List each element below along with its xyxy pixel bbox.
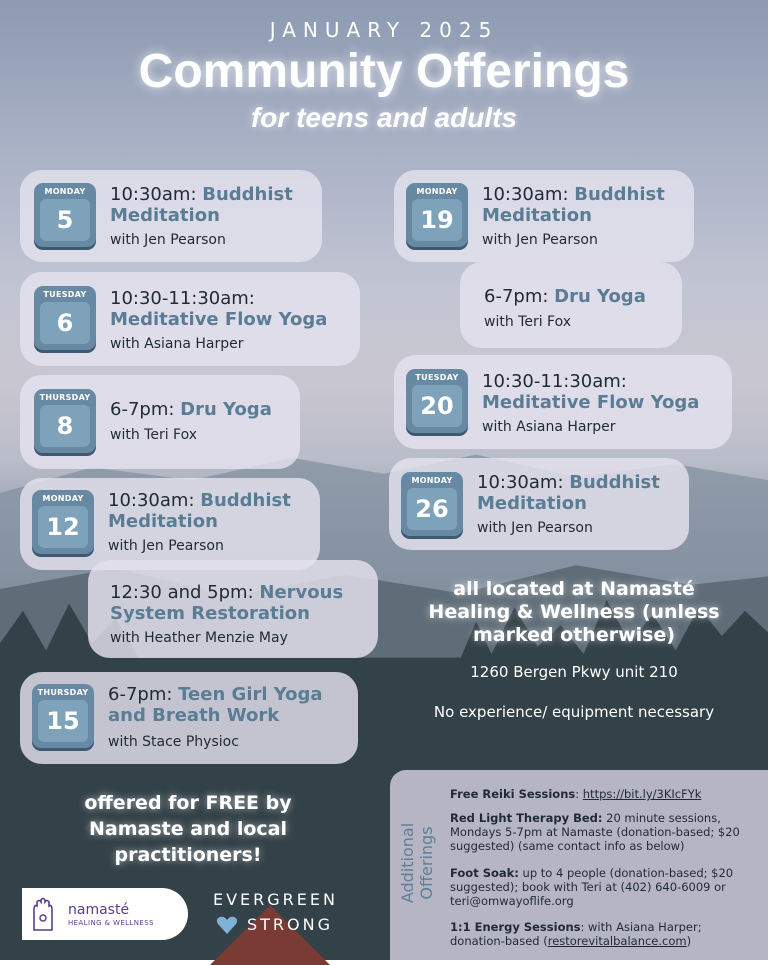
event-day-number: 8 [40,405,90,447]
event-time-text: 6-7pm: [108,684,179,705]
event-instructor: with Asiana Harper [110,336,244,352]
event-time-text: 6-7pm: [110,399,181,420]
event-day-name: MONDAY [42,494,84,503]
event-title: Buddhist Meditation [108,490,291,532]
event-instructor: with Stace Physioc [108,734,239,750]
offer-energy-text: : with Asiana Harper; donation-based ( [450,920,702,948]
event-title: Meditative Flow Yoga [482,392,700,413]
event-time-text: 10:30am: [108,490,201,511]
event-day-number: 6 [40,302,90,344]
event-time [110,184,315,226]
event-title: Meditative Flow Yoga [110,309,328,330]
offer-reiki-sep: : [575,787,583,801]
event-title: Dru Yoga [180,399,272,420]
no-experience-note: No experience/ equipment necessary [433,703,715,721]
event-instructor: with Jen Pearson [108,538,224,554]
strong-text: STRONG [247,915,334,934]
page-subtitle: for teens and adults [250,102,518,133]
event-time [482,371,722,413]
event-title: Buddhist Meditation [110,184,293,226]
event-card-jan15 [20,672,358,764]
calendar-icon [34,286,96,350]
event-day-name: THURSDAY [39,393,91,402]
event-time [484,286,679,307]
event-day-number: 5 [40,199,90,241]
event-time-text: 12:30 and 5pm: [110,582,260,603]
event-day-name: MONDAY [416,187,458,196]
event-time [110,399,295,420]
calendar-icon [406,369,468,433]
page-title: Community Offerings [138,45,630,98]
event-instructor: with Jen Pearson [110,232,226,248]
event-day-name: MONDAY [44,187,86,196]
event-time [108,490,313,532]
evergreen-text: EVERGREEN [213,890,338,909]
event-instructor: with Asiana Harper [482,419,616,435]
event-day-name: MONDAY [411,476,453,485]
energy-link[interactable]: restorevitalbalance.com [547,934,687,948]
event-card-jan8 [20,375,300,469]
event-card-jan5 [20,170,322,262]
event-time [110,288,350,330]
offer-foot-soak-text: up to 4 people (donation-based; $20 suggested); book with Teri at (402) 640-6009 or teri@omwayoflife.org [450,866,734,908]
calendar-icon [34,183,96,247]
offer-energy-title: 1:1 Energy Sessions [450,920,581,934]
namaste-logo [22,888,188,940]
event-day-name: THURSDAY [37,688,89,697]
event-day-number: 26 [407,488,457,530]
offer-energy-sessions [450,920,750,948]
free-offer-note: offered for FREE by Namaste and local practitioners! [84,792,292,866]
event-day-number: 20 [412,385,462,427]
event-time-text: 6-7pm: [484,286,555,307]
calendar-icon [32,684,94,748]
event-time [110,582,370,624]
event-instructor: with Teri Fox [484,314,572,330]
namaste-tagline: HEALING & WELLNESS [68,919,154,927]
calendar-icon [34,389,96,453]
month-label: JANUARY 2025 [269,18,499,42]
additional-offerings-label: Additional Offerings [398,822,436,904]
namaste-name: namasté [68,902,130,918]
event-day-name: TUESDAY [415,373,459,382]
event-card-jan20 [394,355,732,449]
event-title: Buddhist Meditation [482,184,665,226]
calendar-icon [401,472,463,536]
event-card-jan12-nervous-system [88,560,378,658]
event-time-text: 10:30am: [482,184,575,205]
event-time [477,472,682,514]
location-note: all located at Namasté Healing & Wellness (unless marked otherwise) [428,578,720,646]
event-instructor: with Jen Pearson [482,232,598,248]
event-time [108,684,348,726]
event-title: Nervous System Restoration [110,582,344,624]
offer-energy-close: ) [686,934,692,948]
offer-red-light-title: Red Light Therapy Bed: [450,811,603,825]
calendar-icon [32,490,94,554]
offer-foot-soak-title: Foot Soak: [450,866,519,880]
event-time-text: 10:30-11:30am: [110,288,255,309]
event-instructor: with Teri Fox [110,427,198,443]
calendar-icon [406,183,468,247]
event-card-jan19 [394,170,694,262]
event-day-name: TUESDAY [43,290,87,299]
event-day-number: 19 [412,199,462,241]
event-day-number: 15 [38,700,88,742]
heart-icon [216,914,238,936]
event-time-text: 10:30am: [110,184,203,205]
reiki-link[interactable]: https://bit.ly/3KIcFYk [582,787,702,801]
event-title: Teen Girl Yoga and Breath Work [108,684,323,726]
event-card-jan26 [389,458,689,550]
offer-red-light-text: 20 minute sessions, Mondays 5-7pm at Namaste (donation-based; $20 suggested) (same contact info as below) [450,811,740,853]
event-time-text: 10:30-11:30am: [482,371,627,392]
event-card-jan6 [20,272,360,366]
offer-red-light [450,811,750,853]
event-card-jan12 [20,478,320,570]
event-title: Buddhist Meditation [477,472,660,514]
event-title: Dru Yoga [554,286,646,307]
offer-foot-soak [450,866,750,908]
hamsa-icon [28,896,58,932]
event-instructor: with Jen Pearson [477,520,593,536]
offer-reiki-title: Free Reiki Sessions [450,787,576,801]
offer-reiki [450,787,750,801]
event-time-text: 10:30am: [477,472,570,493]
address: 1260 Bergen Pkwy unit 210 [470,663,678,681]
event-instructor: with Heather Menzie May [110,630,288,646]
event-card-jan19-dru-yoga [460,262,682,348]
event-day-number: 12 [38,506,88,548]
event-time [482,184,687,226]
